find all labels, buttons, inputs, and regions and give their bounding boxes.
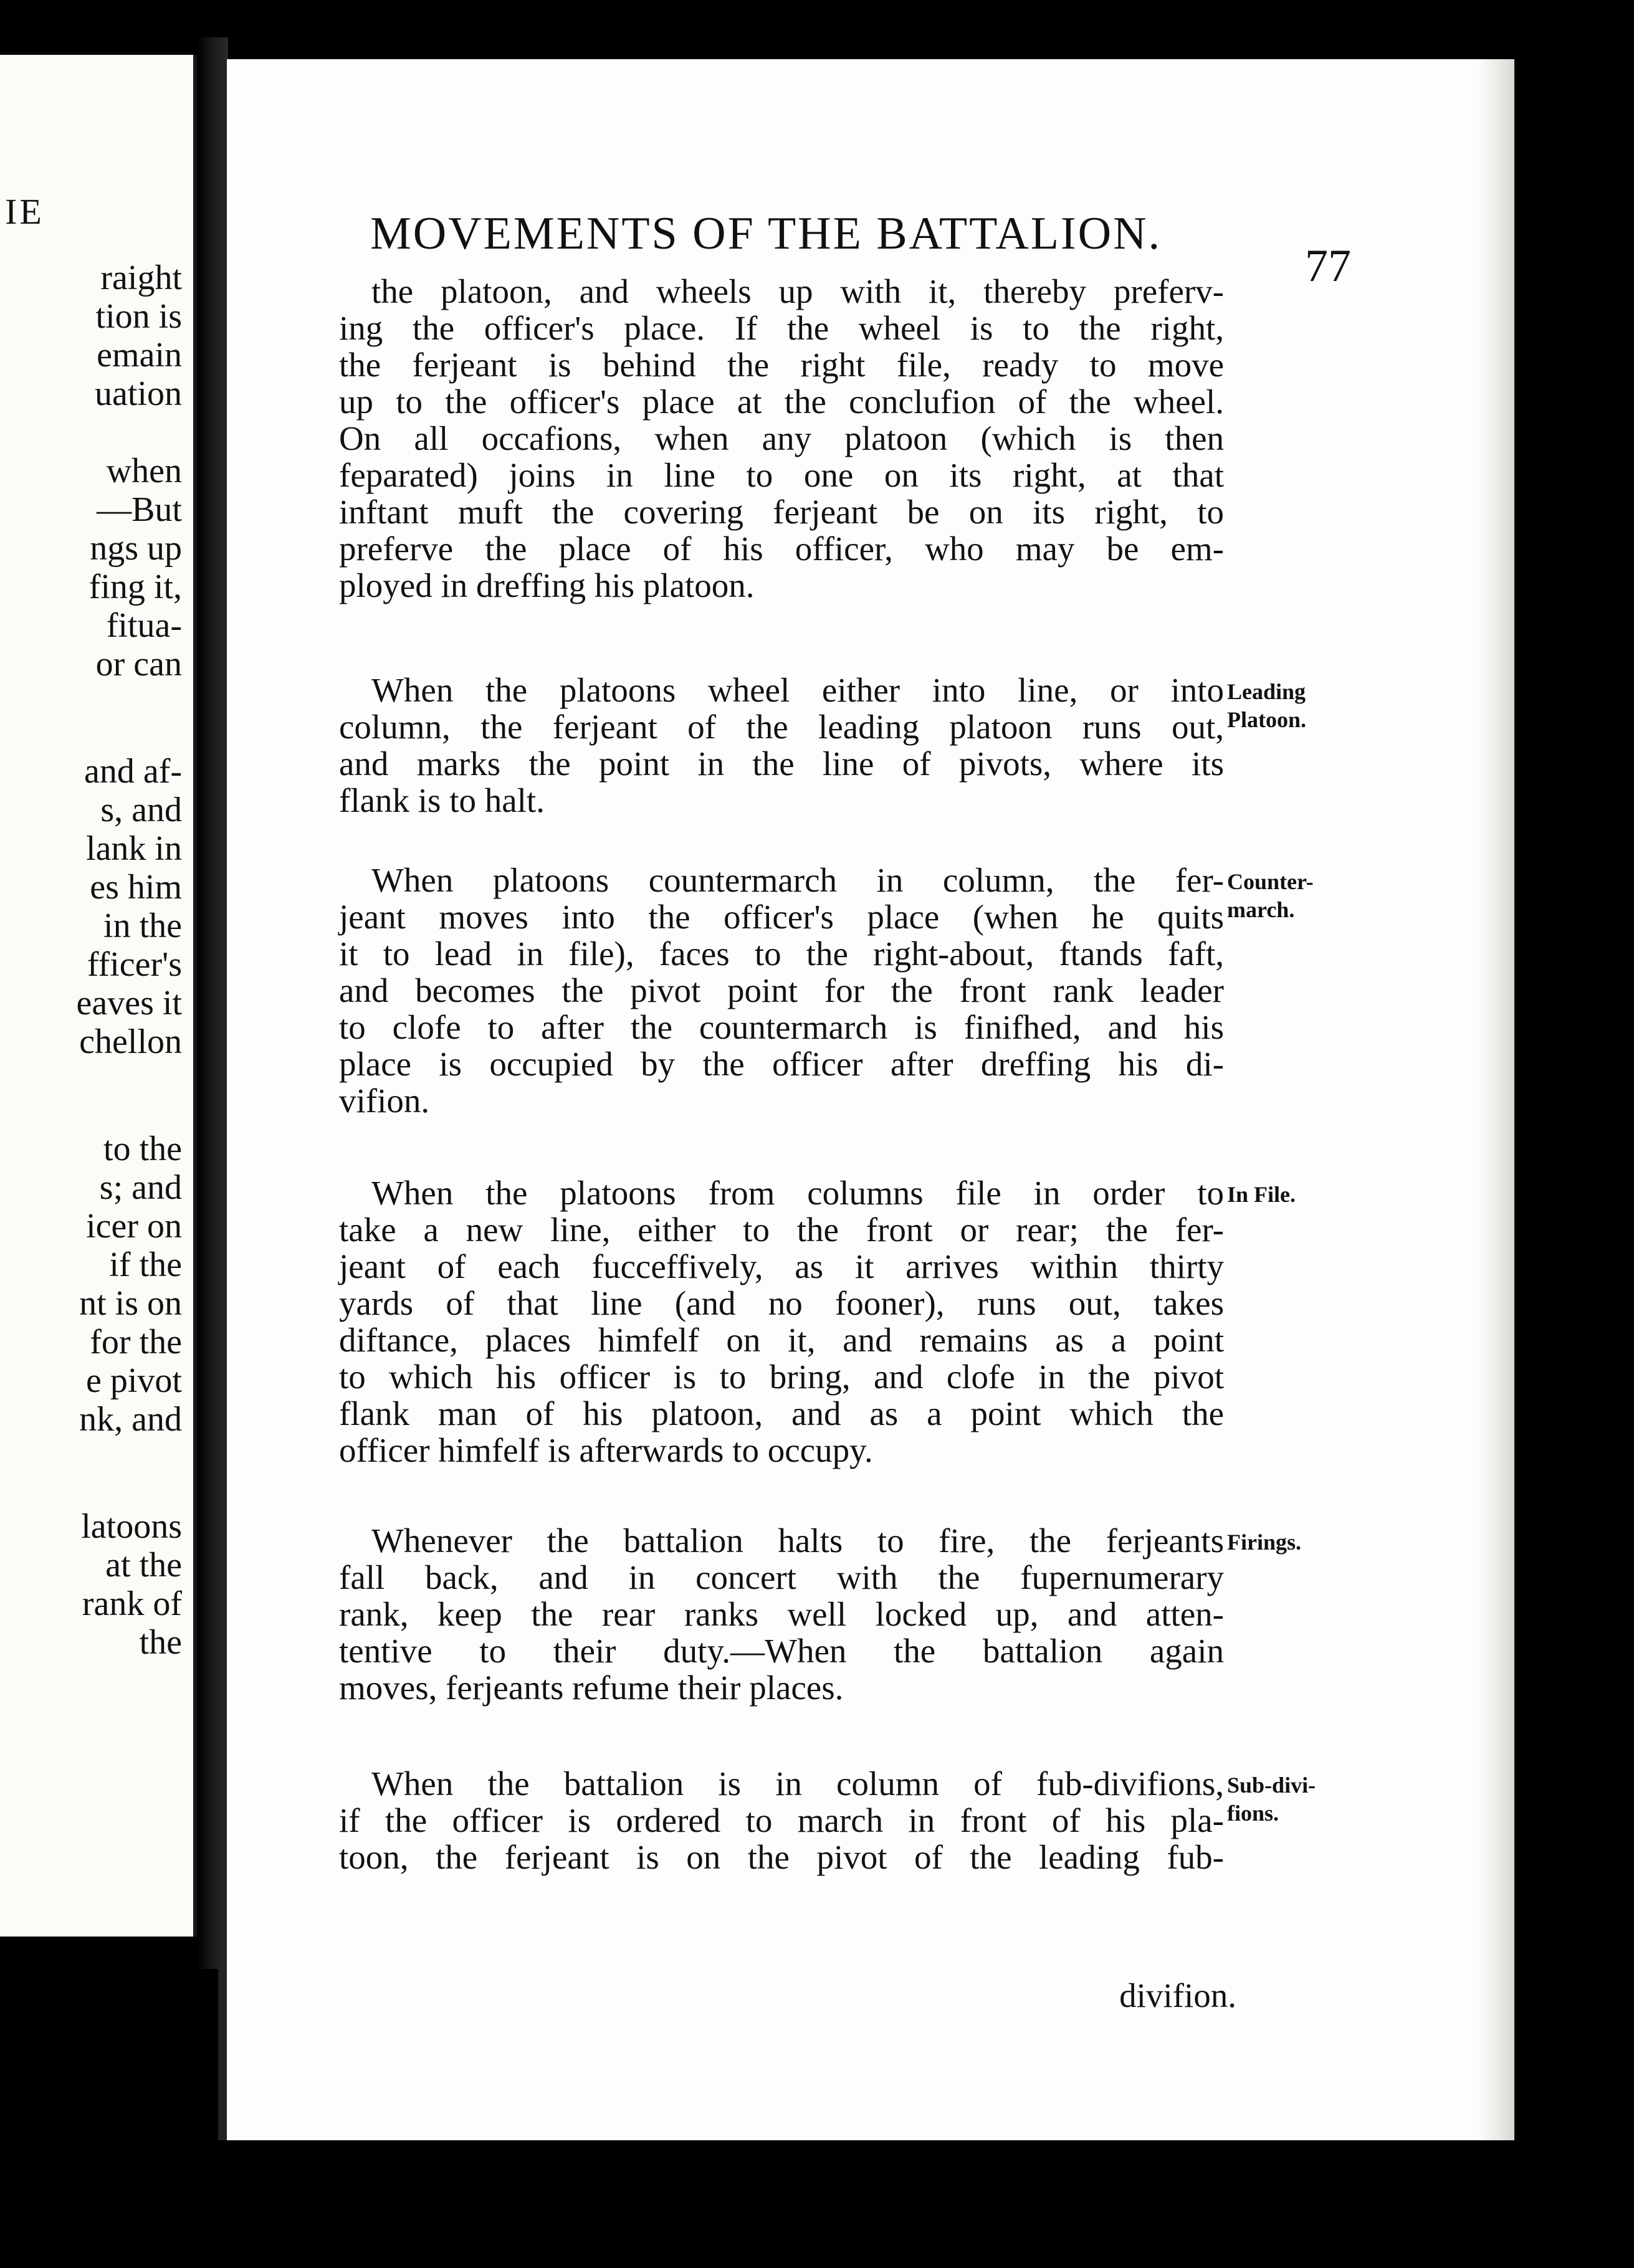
left-page-line: nk, and [79,1400,182,1439]
body-line: toon, the ferjeant is on the pivot of the leading fub- [339,1838,1224,1876]
body-line: ployed in dreffing his platoon. [339,566,755,604]
body-line: When the platoons wheel either into line, or into [371,671,1224,709]
body-line: take a new line, either to the front or rear; the fer- [339,1211,1224,1249]
margin-note-line: In File. [1227,1182,1296,1207]
body-line: inftant muft the covering ferjeant be on its right, to [339,493,1224,531]
margin-note-line: Platoon. [1227,707,1307,732]
left-page-line: eaves it [76,984,182,1022]
left-page-line: es him [90,868,182,907]
body-line: When platoons countermarch in column, the fer- [371,861,1224,899]
left-page-line: latoons [81,1507,182,1546]
body-line: the platoon, and wheels up with it, thereby preferv- [371,272,1224,310]
body-line: to clofe to after the countermarch is finifhed, and his [339,1008,1224,1046]
margin-note [1227,678,1306,734]
margin-note-line: march. [1227,897,1295,922]
body-line: up to the officer's place at the conclufion of the wheel. [339,383,1224,421]
body-line: vifion. [339,1082,430,1120]
body-line: preferve the place of his officer, who may be em- [339,530,1224,568]
left-page-line: at the [105,1546,182,1584]
body-line: jeant of each fucceffively, as it arrives within thirty [339,1247,1224,1285]
body-line: moves, ferjeants refume their places. [339,1669,844,1707]
body-line: rank, keep the rear ranks well locked up, and atten- [339,1595,1224,1633]
body-line: flank man of his platoon, and as a point which the [339,1394,1224,1432]
body-line: When the battalion is in column of fub-divifions, [371,1765,1224,1803]
left-page-line: icer on [86,1207,182,1246]
body-line: fall back, and in concert with the fupernumerary [339,1558,1224,1596]
left-page-line: e pivot [86,1361,182,1400]
book-page [218,59,1514,2140]
body-line: ing the officer's place. If the wheel is to the right, [339,309,1224,347]
body-line: if the officer is ordered to march in front of his pla- [339,1801,1224,1839]
margin-note-line: Counter- [1227,869,1314,894]
left-page-line: raight [100,259,182,297]
left-page-line: chellon [79,1022,182,1061]
left-page-line: to the [103,1130,182,1168]
body-line: and becomes the pivot point for the front rank leader [339,971,1224,1009]
body-line: place is occupied by the officer after dreffing his di- [339,1045,1224,1083]
margin-note [1227,1528,1301,1556]
body-line: Whenever the battalion halts to fire, the ferjeants [371,1522,1224,1560]
left-page-line: fing it, [88,568,182,606]
left-page-line: rank of [82,1584,182,1623]
left-page-line: in the [103,907,182,945]
body-line: tentive to their duty.—When the battalion again [339,1632,1224,1670]
body-line: and marks the point in the line of pivots, where its [339,745,1224,783]
body-line: it to lead in file), faces to the right-about, ftands faft, [339,935,1224,973]
left-page-line: fficer's [87,945,182,984]
left-page-line: or can [95,645,182,684]
left-page-line: emain [97,336,182,374]
page-number: 77 [1305,241,1351,292]
margin-note-line: Firings. [1227,1530,1302,1555]
left-page-line: —But [97,490,182,529]
body-line: column, the ferjeant of the leading platoon runs out, [339,708,1224,746]
body-line: flank is to halt. [339,781,545,819]
margin-note [1227,1181,1296,1209]
left-page-line: nt is on [79,1284,182,1323]
left-page-line: fitua- [106,606,182,645]
left-page-line: when [106,452,182,490]
body-line: feparated) joins in line to one on its right, at that [339,456,1224,494]
margin-note-line: Leading [1227,679,1306,704]
body-line: When the platoons from columns file in order to [371,1174,1224,1212]
left-page-line: and af- [84,752,182,791]
body-line: officer himfelf is afterwards to occupy. [339,1431,873,1469]
left-page-line: the [139,1623,182,1662]
page-edge [1477,59,1514,2140]
body-line: to which his officer is to bring, and clofe in the pivot [339,1358,1224,1396]
body-line: the ferjeant is behind the right file, ready to move [339,346,1224,384]
body-line: On all occafions, when any platoon (which is then [339,419,1224,457]
body-line: diftance, places himfelf on it, and remains as a point [339,1321,1224,1359]
left-page-line: lank in [86,829,182,868]
left-page-line: if the [109,1246,182,1284]
margin-note [1227,1771,1316,1827]
left-page-line: uation [95,374,182,413]
body-line: yards of that line (and no fooner), runs out, takes [339,1284,1224,1322]
body-line: jeant moves into the officer's place (when he quits [339,898,1224,936]
margin-note-line: fions. [1227,1801,1279,1826]
left-page-line: s, and [100,791,182,829]
margin-note [1227,868,1314,924]
margin-note-line: Sub-divi- [1227,1773,1316,1798]
left-page-heading: IE [5,191,44,232]
catchword: divifion. [1119,1976,1236,2014]
left-page-line: tion is [95,297,182,336]
left-page-line: ngs up [90,529,182,568]
running-head: MOVEMENTS OF THE BATTALION. [370,208,1162,259]
left-facing-page [0,55,197,1937]
left-page-line: for the [90,1323,182,1361]
left-page-line: s; and [99,1168,182,1207]
